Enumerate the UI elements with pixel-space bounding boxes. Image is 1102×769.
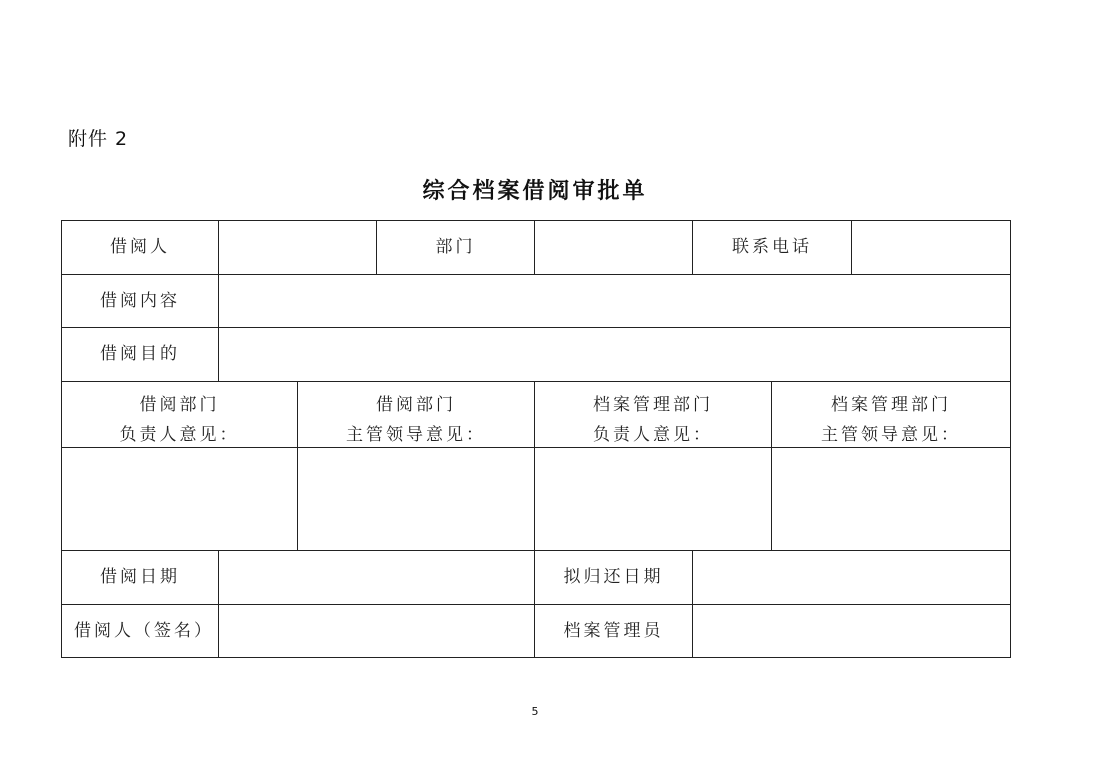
signature-label: 借阅人（签名） xyxy=(62,605,219,657)
phone-field[interactable] xyxy=(852,221,1010,275)
purpose-label: 借阅目的 xyxy=(62,328,219,382)
borrow-date-label: 借阅日期 xyxy=(62,551,219,605)
phone-label: 联系电话 xyxy=(693,221,852,275)
archivist-label: 档案管理员 xyxy=(535,605,693,657)
opinion-header-line1: 借阅部门 xyxy=(139,395,220,415)
opinion-header-line2: 负责人意见： xyxy=(119,425,240,445)
opinion-header-dept-head xyxy=(62,382,298,448)
opinion-header-archive-head xyxy=(535,382,772,448)
borrower-label: 借阅人 xyxy=(62,221,219,275)
department-label: 部门 xyxy=(377,221,535,275)
opinion-header-line1: 档案管理部门 xyxy=(831,395,951,415)
return-date-label: 拟归还日期 xyxy=(535,551,693,605)
department-field[interactable] xyxy=(535,221,693,275)
opinion-header-line2: 主管领导意见： xyxy=(821,425,961,445)
opinion-header-dept-leader xyxy=(298,382,535,448)
opinion-header-line2: 负责人意见： xyxy=(593,425,713,445)
content-field[interactable] xyxy=(219,275,1010,328)
signature-field[interactable] xyxy=(219,605,535,657)
opinion-box-archive-head[interactable] xyxy=(535,448,772,551)
purpose-field[interactable] xyxy=(219,328,1010,382)
opinion-header-archive-leader xyxy=(772,382,1010,448)
form-title: 综合档案借阅审批单 xyxy=(422,179,648,204)
opinion-box-dept-head[interactable] xyxy=(62,448,298,551)
archivist-field[interactable] xyxy=(693,605,1010,657)
opinion-box-dept-leader[interactable] xyxy=(298,448,535,551)
opinion-box-archive-leader[interactable] xyxy=(772,448,1010,551)
page-number: 5 xyxy=(531,705,539,718)
content-label: 借阅内容 xyxy=(62,275,219,328)
opinion-header-line1: 档案管理部门 xyxy=(593,395,713,415)
borrow-date-field[interactable] xyxy=(219,551,535,605)
borrower-field[interactable] xyxy=(219,221,377,275)
return-date-field[interactable] xyxy=(693,551,1010,605)
opinion-header-line1: 借阅部门 xyxy=(376,395,456,415)
approval-form-table xyxy=(61,220,1011,658)
opinion-header-line2: 主管领导意见： xyxy=(346,425,486,445)
attachment-label: 附件 2 xyxy=(68,128,129,150)
